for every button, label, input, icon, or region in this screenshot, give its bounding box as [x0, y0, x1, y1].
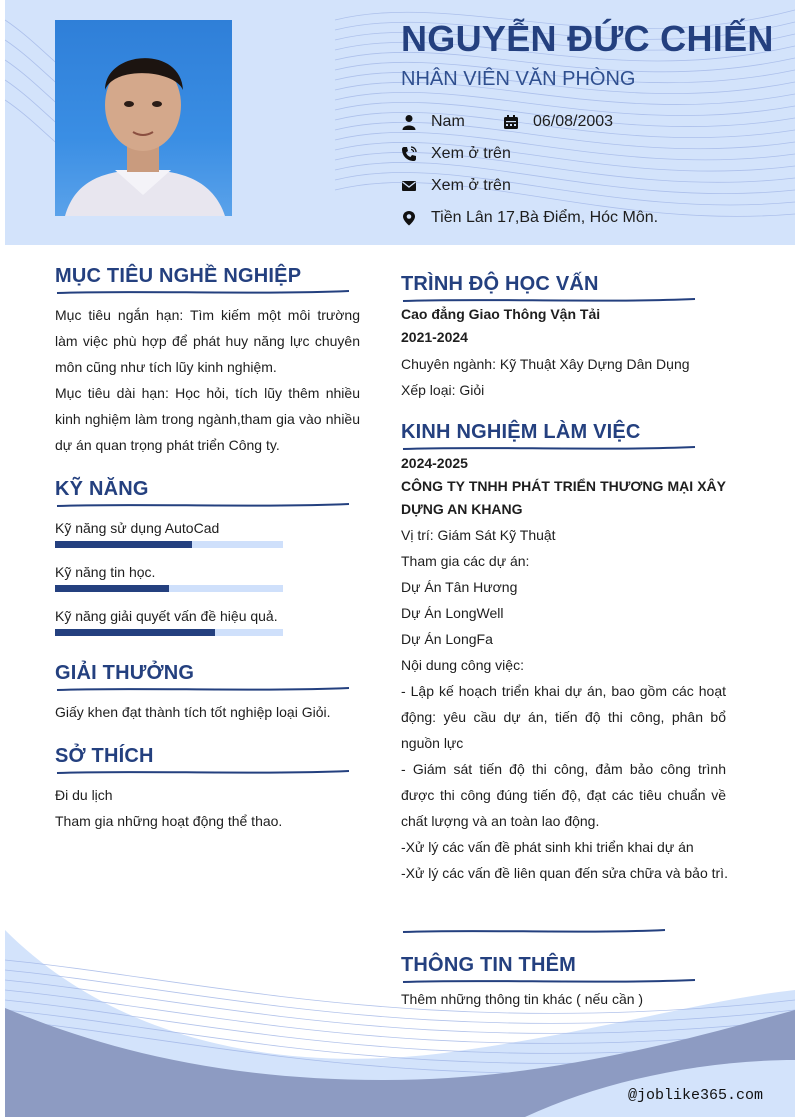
location-pin-icon: [401, 210, 417, 226]
phone-value: Xem ở trên: [431, 145, 511, 162]
awards-title: GIẢI THƯỞNG: [55, 662, 195, 684]
objective-title: MỤC TIÊU NGHỀ NGHIỆP: [55, 265, 302, 287]
project-item: Dự Án Tân Hương: [401, 579, 518, 595]
objective-underline: [55, 288, 351, 296]
address-row: [401, 209, 658, 227]
education-rank: Xếp loại: Giỏi: [401, 382, 485, 398]
education-period: 2021-2024: [401, 329, 468, 345]
project-item: Dự Án LongFa: [401, 631, 493, 647]
birthday-value: 06/08/2003: [533, 113, 614, 130]
full-name: NGUYỄN ĐỨC CHIẾN: [401, 18, 774, 59]
project-item: Dự Án LongWell: [401, 605, 504, 621]
profile-photo: [55, 20, 232, 216]
skill-bar-fill: [55, 585, 169, 592]
education-school: Cao đẳng Giao Thông Vận Tải: [401, 306, 601, 322]
calendar-icon: [503, 114, 519, 130]
skill-bar: [55, 629, 283, 636]
watermark: @joblike365.com: [627, 1087, 763, 1104]
additional-underline: [401, 977, 697, 985]
additional-title: THÔNG TIN THÊM: [401, 954, 577, 976]
awards-text: Giấy khen đạt thành tích tốt nghiệp loại Giỏi.: [55, 704, 331, 720]
education-major: Chuyên ngành: Kỹ Thuật Xây Dựng Dân Dụng: [401, 356, 690, 372]
hobby-item: Tham gia những hoạt động thể thao.: [55, 813, 283, 829]
envelope-icon: [401, 178, 417, 194]
person-icon: [401, 114, 417, 130]
duty-item: - Giám sát tiến độ thi công, đảm bảo công trình được thi công đúng tiến độ, đạt các tiêu chuẩn về chất lượng và an toàn lao động.: [401, 761, 726, 829]
address-value: Tiền Lân 17,Bà Điểm, Hóc Môn.: [431, 209, 659, 226]
header-banner: [5, 0, 795, 245]
footer-wave-decoration: [5, 900, 795, 1117]
skills-title: KỸ NĂNG: [55, 478, 149, 500]
hobbies-title: SỞ THÍCH: [55, 745, 154, 767]
birthday-row: [503, 113, 613, 131]
skill-bar-fill: [55, 629, 215, 636]
cv-page: [5, 0, 795, 1117]
additional-text: Thêm những thông tin khác ( nếu cần ): [401, 991, 644, 1007]
gender-value: Nam: [431, 113, 465, 130]
experience-company: CÔNG TY TNHH PHÁT TRIỂN THƯƠNG MẠI XÂY DỰNG AN KHANG: [401, 478, 726, 517]
job-title: NHÂN VIÊN VĂN PHÒNG: [401, 68, 636, 90]
gender-row: [401, 113, 465, 131]
skill-label: Kỹ năng giải quyết vấn đề hiệu quả.: [55, 608, 278, 624]
education-title: TRÌNH ĐỘ HỌC VẤN: [401, 273, 599, 295]
experience-position: Vị trí: Giám Sát Kỹ Thuật: [401, 527, 556, 543]
duty-item: - Lập kế hoạch triển khai dự án, bao gồm các hoạt động: yêu cầu dự án, tiến độ thi công, phân bổ nguồn lực: [401, 683, 726, 751]
duty-item: -Xử lý các vấn đề phát sinh khi triển khai dự án: [401, 839, 694, 855]
experience-period: 2024-2025: [401, 455, 468, 471]
projects-label: Tham gia các dự án:: [401, 553, 530, 569]
skills-underline: [55, 501, 351, 509]
duties-label: Nội dung công việc:: [401, 657, 524, 673]
skill-bar-fill: [55, 541, 192, 548]
hobby-item: Đi du lịch: [55, 787, 113, 803]
hobbies-underline: [55, 768, 351, 776]
duty-item: -Xử lý các vấn đề liên quan đến sửa chữa và bảo trì.: [401, 865, 728, 881]
phone-row: [401, 145, 511, 163]
email-value: Xem ở trên: [431, 177, 511, 194]
email-row: [401, 177, 511, 195]
skill-bar: [55, 585, 283, 592]
skill-label: Kỹ năng tin học.: [55, 564, 156, 580]
divider-line: [401, 927, 667, 935]
objective-short-term: Mục tiêu ngắn hạn: Tìm kiếm một môi trường làm việc phù hợp để phát huy năng lực chuyên môn cũng như tích lũy kinh nghiệm.: [55, 307, 360, 375]
phone-icon: [401, 146, 417, 162]
objective-long-term: Mục tiêu dài hạn: Học hỏi, tích lũy thêm nhiều kinh nghiệm làm trong ngành,tham gia vào nhiều dự án quan trọng phát triển Công ty.: [55, 385, 360, 453]
awards-underline: [55, 685, 351, 693]
experience-underline: [401, 444, 697, 452]
skill-bar: [55, 541, 283, 548]
skill-label: Kỹ năng sử dụng AutoCad: [55, 520, 220, 536]
experience-title: KINH NGHIỆM LÀM VIỆC: [401, 421, 641, 443]
